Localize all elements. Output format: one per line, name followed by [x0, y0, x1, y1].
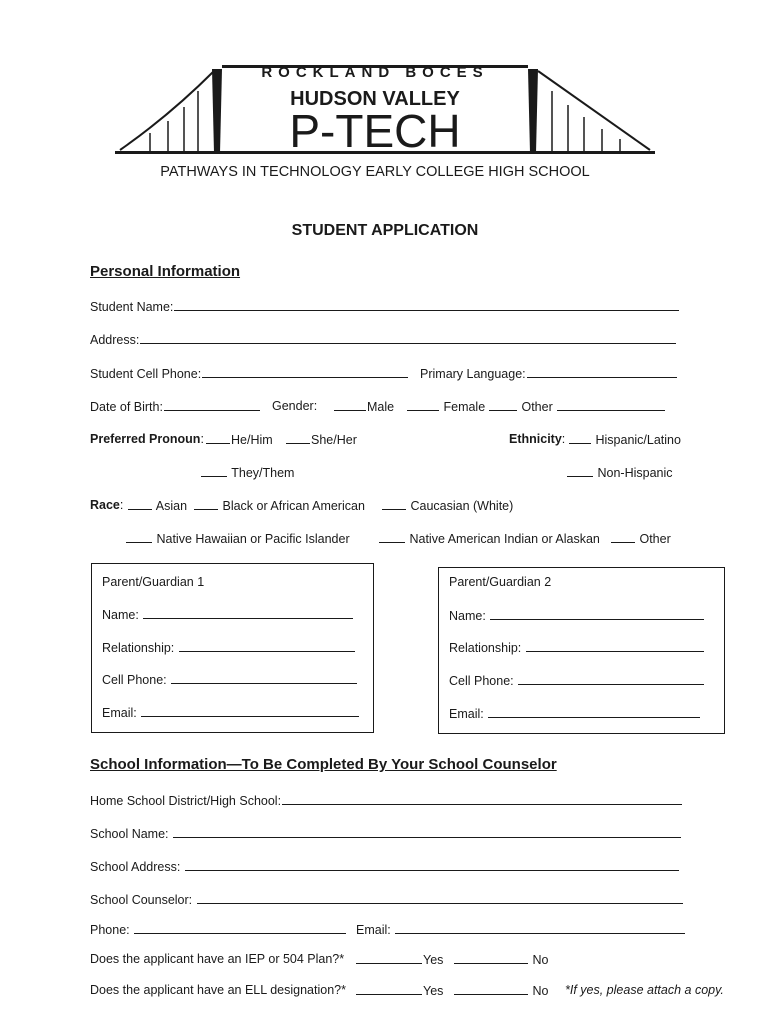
address-field[interactable] — [90, 332, 677, 348]
logo — [110, 55, 660, 195]
school-address-field[interactable] — [90, 859, 680, 875]
race-native-american-option[interactable] — [378, 531, 600, 547]
native-american-label: Native American Indian or Alaskan — [409, 532, 600, 546]
logo-line1: ROCKLAND BOCES — [261, 64, 489, 81]
guardian-2-cell-label: Cell Phone: — [449, 674, 514, 688]
guardian-1-email-field[interactable] — [102, 705, 360, 721]
gender-other-option[interactable] — [488, 399, 666, 415]
race-asian-option[interactable] — [127, 498, 187, 514]
iep-no-option[interactable] — [453, 952, 548, 968]
section-heading-school: School Information—To Be Completed By Your School Counselor — [90, 756, 557, 773]
race-caucasian-option[interactable] — [381, 498, 513, 514]
home-district-field[interactable] — [90, 793, 683, 809]
hawaiian-label: Native Hawaiian or Pacific Islander — [156, 532, 350, 546]
school-phone-label: Phone: — [90, 923, 130, 937]
they-them-label: They/Them — [231, 466, 295, 480]
home-district-label: Home School District/High School: — [90, 794, 282, 808]
race-row: Race: — [90, 498, 124, 512]
pronoun-he-option[interactable] — [205, 432, 273, 448]
gender-male-option[interactable] — [333, 399, 394, 415]
guardian-2-relationship-label: Relationship: — [449, 641, 522, 655]
gender-female-option[interactable] — [406, 399, 485, 415]
iep-yes-label: Yes — [423, 953, 444, 967]
guardian-1-cell-label: Cell Phone: — [102, 673, 167, 687]
guardian-2-box — [438, 567, 725, 734]
hispanic-label: Hispanic/Latino — [595, 433, 681, 447]
asian-label: Asian — [155, 499, 188, 513]
pronoun-label: Preferred Pronoun — [90, 432, 201, 446]
section-heading-personal: Personal Information — [90, 263, 241, 280]
race-other-option[interactable] — [610, 531, 671, 547]
school-counselor-field[interactable] — [90, 892, 684, 908]
ell-yes-label: Yes — [423, 984, 444, 998]
gender-label: Gender: — [272, 399, 318, 413]
ell-question: Does the applicant have an ELL designation?* — [90, 983, 346, 997]
other-label: Other — [521, 400, 553, 414]
she-her-label: She/Her — [311, 433, 357, 447]
address-label: Address: — [90, 333, 140, 347]
attach-copy-note: *If yes, please attach a copy. — [565, 983, 724, 997]
male-label: Male — [367, 400, 395, 414]
student-name-field[interactable] — [90, 299, 680, 315]
guardian-2-heading: Parent/Guardian 2 — [449, 575, 552, 589]
pronoun-they-option[interactable] — [200, 465, 294, 481]
guardian-1-relationship-field[interactable] — [102, 640, 356, 656]
school-name-field[interactable] — [90, 826, 682, 842]
school-address-label: School Address: — [90, 860, 181, 874]
student-cell-field[interactable] — [90, 366, 409, 382]
guardian-2-email-label: Email: — [449, 707, 484, 721]
student-cell-label: Student Cell Phone: — [90, 367, 202, 381]
primary-language-field[interactable] — [420, 366, 678, 382]
logo-tagline: PATHWAYS IN TECHNOLOGY EARLY COLLEGE HIGH SCHOOL — [160, 164, 590, 180]
school-name-label: School Name: — [90, 827, 169, 841]
dob-field[interactable] — [90, 399, 261, 415]
race-label: Race — [90, 498, 120, 512]
caucasian-label: Caucasian (White) — [410, 499, 514, 513]
student-name-label: Student Name: — [90, 300, 174, 314]
bridge-logo-graphic — [110, 55, 660, 195]
iep-no-label: No — [532, 953, 549, 967]
ethnicity-nonhispanic-option[interactable] — [566, 465, 673, 481]
school-email-label: Email: — [356, 923, 391, 937]
page-title: STUDENT APPLICATION — [291, 222, 479, 239]
guardian-1-email-label: Email: — [102, 706, 137, 720]
school-phone-field[interactable] — [90, 922, 347, 938]
ethnicity-label: Ethnicity — [509, 432, 562, 446]
black-label: Black or African American — [222, 499, 365, 513]
guardian-2-email-field[interactable] — [449, 706, 701, 722]
ethnicity-hispanic-option[interactable] — [568, 432, 681, 448]
guardian-1-cell-field[interactable] — [102, 672, 358, 688]
guardian-1-heading: Parent/Guardian 1 — [102, 575, 205, 589]
guardian-2-cell-field[interactable] — [449, 673, 705, 689]
pronoun-she-option[interactable] — [285, 432, 357, 448]
school-email-field[interactable] — [356, 922, 686, 938]
logo-line3: P-TECH — [289, 105, 461, 157]
logo-line2: HUDSON VALLEY — [290, 88, 460, 110]
pronoun-row: Preferred Pronoun: — [90, 432, 204, 446]
race-hawaiian-option[interactable] — [125, 531, 350, 547]
female-label: Female — [443, 400, 486, 414]
guardian-1-name-label: Name: — [102, 608, 139, 622]
ell-no-option[interactable] — [453, 983, 548, 999]
ethnicity-row: Ethnicity: — [509, 432, 566, 446]
race-other-label: Other — [639, 532, 671, 546]
guardian-1-name-field[interactable] — [102, 607, 354, 623]
iep-yes-option[interactable] — [355, 952, 443, 968]
he-him-label: He/Him — [231, 433, 273, 447]
guardian-1-box — [91, 563, 374, 733]
primary-language-label: Primary Language: — [420, 367, 526, 381]
guardian-1-relationship-label: Relationship: — [102, 641, 175, 655]
dob-label: Date of Birth: — [90, 400, 163, 414]
guardian-2-name-field[interactable] — [449, 608, 705, 624]
guardian-2-name-label: Name: — [449, 609, 486, 623]
ell-no-label: No — [532, 984, 549, 998]
guardian-2-relationship-field[interactable] — [449, 640, 705, 656]
race-black-option[interactable] — [193, 498, 365, 514]
school-counselor-label: School Counselor: — [90, 893, 193, 907]
ell-yes-option[interactable] — [355, 983, 443, 999]
iep-question: Does the applicant have an IEP or 504 Plan?* — [90, 952, 345, 966]
non-hispanic-label: Non-Hispanic — [597, 466, 673, 480]
